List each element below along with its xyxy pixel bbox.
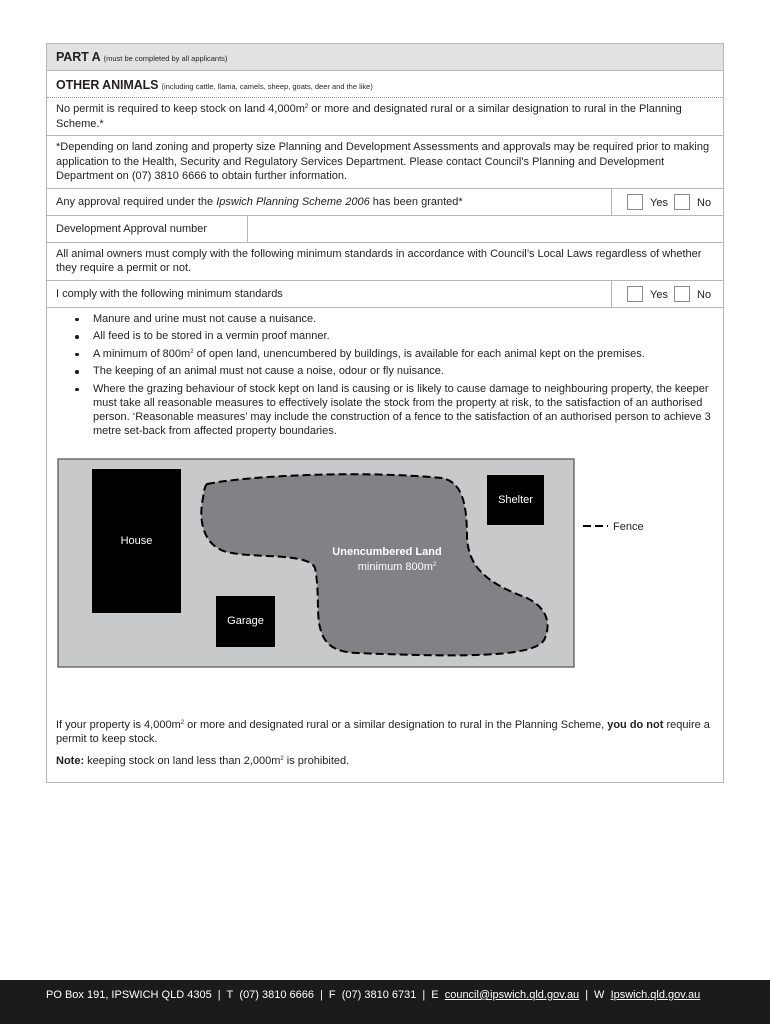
list-item: A minimum of $800m^2$ of open land, unencumbered by buildings, is available for each animal kept on the premises. — [93, 347, 714, 361]
comply-no-label: No — [697, 288, 712, 301]
comply-yes-checkbox[interactable] — [627, 286, 643, 302]
standards-list — [56, 312, 714, 438]
permit-statement: No permit is required to keep stock on land $4,000m^2$ or more and designated rural or a similar designation to rural in the Planning Scheme.* — [47, 98, 723, 136]
part-a-note: (must be completed by all applicants) — [103, 54, 228, 63]
other-animals-title: OTHER ANIMALS — [56, 78, 159, 92]
other-animals-note: (including cattle, llama, camels, sheep, goats, deer and the like) — [161, 82, 373, 91]
approval-yes-no — [611, 189, 723, 215]
approval-question: Any approval required under the Ipswich Planning Scheme 2006 has been granted* — [56, 195, 463, 208]
notes-section — [47, 693, 723, 784]
comply-yes-label: Yes — [650, 288, 668, 301]
property-diagram-svg — [57, 458, 677, 673]
part-a-form — [46, 43, 724, 783]
development-approval-label: Development Approval number — [56, 222, 208, 235]
shelter-label: Shelter — [498, 493, 533, 506]
part-a-title: PART A — [56, 50, 101, 64]
approval-no-label: No — [697, 196, 712, 209]
other-animals-header — [47, 71, 723, 98]
part-a-header — [47, 44, 723, 71]
standards-intro: All animal owners must comply with the following minimum standards in accordance with Council’s Local Laws regardless of whether they require a permit or not. — [47, 243, 723, 281]
rural-note: If your property is $4,000m^2$ or more and designated rural or a similar designation to rural in the Planning Scheme, you do not require a permit to keep stock. — [56, 718, 710, 745]
fence-legend-label: Fence — [613, 520, 644, 533]
footer-email-link[interactable]: council@ipswich.qld.gov.au — [444, 989, 580, 1001]
comply-question-row — [47, 281, 723, 308]
approval-question-row — [47, 189, 723, 216]
approval-no-checkbox[interactable] — [674, 194, 690, 210]
footer-phone: (07) 3810 6666 — [239, 989, 315, 1001]
garage-label: Garage — [227, 614, 264, 627]
development-approval-row — [47, 216, 723, 243]
prohibited-note: Note: keeping stock on land less than $2,000m^2$ is prohibited. — [56, 754, 350, 767]
approval-yes-label: Yes — [650, 196, 668, 209]
list-item: Where the grazing behaviour of stock kept on land is causing or is likely to cause damage to neighbouring property, the keeper must take all reasonable measures to effectively isolate the stock from the property at risk, to the satisfaction of an authorised person. ‘Reasonable measures’ may include the construction of a fence to the satisfaction of an authorised person to achieve 3 metre set-back from affected property boundaries. — [93, 382, 714, 438]
zoning-note: *Depending on land zoning and property size Planning and Development Assessments and approvals may be required prior to making application to the Health, Security and Regulatory Services Department. Please contact Council’s Planning and Development Department on (07) 3810 6666 to obtain further information. — [47, 136, 723, 189]
comply-question: I comply with the following minimum standards — [56, 287, 283, 300]
list-item: Manure and urine must not cause a nuisance. — [93, 312, 714, 326]
footer-web-link[interactable]: Ipswich.qld.gov.au — [610, 989, 701, 1001]
land-title: Unencumbered Land — [332, 545, 442, 558]
standards-section — [47, 308, 723, 693]
approval-yes-checkbox[interactable] — [627, 194, 643, 210]
property-diagram — [57, 458, 677, 673]
list-item: The keeping of an animal must not cause a noise, odour or fly nuisance. — [93, 364, 714, 378]
footer-bar: PO Box 191, IPSWICH QLD 4305 | T (07) 3810 6666 | F (07) 3810 6731 | E council@ipswich.qld.gov.au | W Ipswich.qld.gov.au — [0, 980, 770, 1024]
comply-yes-no — [611, 281, 723, 307]
list-item: All feed is to be stored in a vermin proof manner. — [93, 329, 714, 343]
house-label: House — [120, 534, 153, 547]
land-subtitle: minimum $800m^2$ — [357, 560, 437, 573]
comply-no-checkbox[interactable] — [674, 286, 690, 302]
footer-fax: (07) 3810 6731 — [341, 989, 417, 1001]
development-approval-field[interactable] — [247, 216, 723, 242]
footer-po-box: PO Box 191, IPSWICH QLD 4305 — [46, 989, 212, 1001]
